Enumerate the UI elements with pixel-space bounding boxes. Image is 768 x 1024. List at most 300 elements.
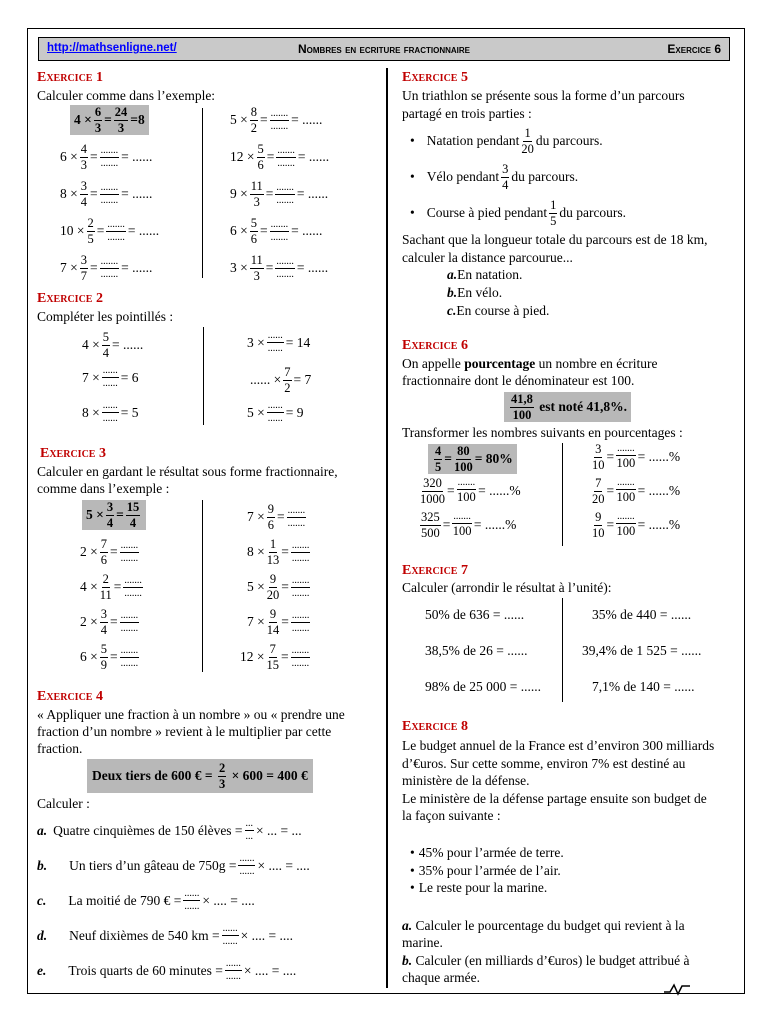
fraction [592,443,605,471]
numerator: ....... [270,107,289,119]
fraction [457,478,477,504]
numerator: 8 [250,105,257,119]
fraction [452,512,472,538]
fraction [87,217,95,245]
denominator: ...... [267,413,283,424]
bullet-dot: • [410,862,415,878]
item-text: Quatre cinquièmes de 150 élèves = [53,822,243,838]
ex6-text-3: Transformer les nombres suivants en pourcentages : [402,425,683,440]
denominator: ....... [120,622,139,634]
ex3-item: 12 × $\frac{7}{15}$ = ....... ....... [240,642,310,672]
ex4-title: Exercice 4 [37,689,103,704]
fraction [276,146,296,169]
denominator: 11 [99,587,112,602]
ex4-item: a. Quatre cinquièmes de 150 élèves = ... ... × ... = ... [37,818,302,842]
numerator: ....... [277,144,295,156]
denominator: 2 [250,120,257,135]
fraction [123,576,143,599]
item-text: Le reste pour la marine. [418,880,548,895]
item-text: Natation pendant [426,133,520,148]
fraction [250,217,258,245]
denominator: 20 [592,491,605,506]
denominator: ... [245,831,254,842]
item-text: Neuf dixièmes de 540 km = [69,927,220,943]
ex6-item: $\frac{325}{500}$ = ....... 100 = ......% [421,510,517,540]
ex2-left-item: 8 × ...... ...... = 5 [82,400,139,424]
numerator: ....... [291,539,310,551]
ex3-item: 7 × $\frac{9}{14}$ = ....... ....... [247,607,310,637]
ex5-intro-2: partagé en trois parties : [402,106,532,121]
item-letter: a. [37,822,48,838]
item-letter: b. [447,285,458,300]
numerator: ...... [184,888,200,899]
ex8-question-b-1: b. Calculer (en milliards d’€uros) le budget attribué à [402,953,690,968]
numerator: ....... [120,539,139,551]
ex3-item: 6 × $\frac{5}{9}$ = ....... ....... [80,642,139,672]
ex2-right-item: 5 × ...... ...... = 9 [247,400,304,424]
denominator: ....... [291,587,310,599]
denominator: 4 [102,345,109,360]
numerator: 2 [102,572,109,586]
denominator: ...... [102,378,118,389]
ex3-item: 4 × $\frac{2}{11}$ = ....... ....... [80,572,142,602]
numerator: 3 [80,179,87,193]
numerator: 3 [502,162,509,176]
fraction [592,511,605,539]
ex5-intro-1: Un triathlon se présente sous la forme d’un parcours [402,88,685,103]
numerator: ....... [270,218,289,230]
numerator: 3 [595,442,602,456]
ex2-left-item: 7 × ...... ...... = 6 [82,365,139,389]
ex3-item: 8 × $\frac{1}{13}$ = ....... ....... [247,537,310,567]
denominator: ....... [291,622,310,634]
fraction [267,643,280,671]
ex1-item: 7 × $\frac{3}{7}$ = ....... ....... = ...... [60,253,153,283]
ex7-right-item: 35% de 440 = ...... [592,607,692,622]
fraction [238,854,255,877]
numerator: 9 [269,607,277,621]
fraction [291,646,311,669]
denominator: 4 [80,194,87,209]
ex1-divider [202,108,203,278]
fraction [102,331,110,359]
numerator: ....... [120,644,139,656]
ex1-item: 10 × $\frac{2}{5}$ = ....... ....... = ...... [60,216,160,246]
ex6-item: $\frac{7}{20}$ = ....... 100 = ......% [592,476,681,506]
denominator: 7 [80,268,87,283]
fraction [267,503,275,531]
denominator: 3 [80,157,87,172]
page-title: Nombres en ecriture fractionnaire [297,42,470,56]
numerator: 9 [595,510,602,524]
denominator: 500 [421,525,440,540]
ex6-divider [562,443,563,546]
ex1-item: 6 × $\frac{4}{3}$ = ....... ....... = ...... [60,142,153,172]
ex1-item: 8 × $\frac{3}{4}$ = ....... ....... = ...... [60,179,153,209]
ex6-item: $\frac{320}{1000}$ = ....... 100 = ......% [420,476,521,506]
ex6-example-box: 41,8 100 est noté 41,8%. [504,391,631,422]
ex1-example: 4 × 6 3 = 24 3 = 8 [70,105,149,135]
fraction [267,608,280,636]
ex7-left-item: 98% de 25 000 = ...... [425,679,541,694]
page-corner-mark [662,982,692,998]
numerator: 11 [250,179,263,193]
ex2-divider [203,327,204,425]
ex2-right-item: ...... × $\frac{7}{2}$ = 7 [250,365,312,395]
numerator: ...... [222,923,238,934]
denominator: 3 [253,268,260,283]
denominator: ....... [270,231,289,243]
numerator: ....... [291,609,310,621]
numerator: 1 [550,198,557,212]
ex6-text-2: fractionnaire dont le dénominateur est 100. [402,373,635,388]
fraction [100,573,112,601]
numerator: ...... [102,365,118,376]
bullet-dot: • [410,845,415,860]
fraction [275,257,295,280]
ex7-left-item: 38,5% de 26 = ...... [425,643,528,658]
numerator: 11 [250,253,263,267]
numerator: ... [245,818,254,829]
denominator: 2 [284,380,291,395]
site-link[interactable]: http://mathsenligne.net/ [47,42,177,54]
item-letter: d. [37,927,48,943]
ex8-line: Le ministère de la défense partage ensuite son budget de [402,790,707,806]
denominator: 10 [592,525,605,540]
numerator: ....... [120,609,139,621]
ex5-text-2: calculer la distance parcourue... [402,250,573,265]
numerator: ....... [457,477,476,489]
fraction [250,106,258,134]
numerator: ....... [617,443,635,455]
numerator: 7 [284,365,291,379]
fraction [521,127,534,155]
ex5-question: a. En natation. [447,267,523,282]
ex8-question-a-1: a. Calculer le pourcentage du budget qui revient à la [402,918,685,933]
page-header [38,37,730,61]
denominator: 5 [550,213,557,228]
ex3-example: 5 × 3 4 = 15 4 [82,500,146,530]
fraction [120,541,140,564]
ex4-item: b. Un tiers d’un gâteau de 750g = ...... ...... × .... = .... [37,853,310,877]
numerator: 2 [87,216,94,230]
fraction [106,220,126,243]
ex3-intro-1: Calculer en gardant le résultat sous forme fractionnaire, [37,464,338,479]
fraction [183,889,200,912]
fraction [245,819,255,842]
numerator: 320 [423,476,442,490]
ex5-item: • Course à pied pendant $\frac{1}{5}$ du parcours. [410,198,627,228]
ex7-intro: Calculer (arrondir le résultat à l’unité): [402,580,612,595]
ex1-item: 3 × $\frac{11}{3}$ = ....... ....... = ...... [230,253,329,283]
fraction [80,143,88,171]
numerator: ....... [100,181,119,193]
denominator: 6 [267,517,274,532]
exercise-number: Exercice 6 [667,42,721,56]
ex3-item: 2 × $\frac{3}{4}$ = ....... ....... [80,607,139,637]
numerator: 1 [524,126,531,140]
fraction [100,538,108,566]
denominator: ....... [291,657,310,669]
ex8-bullet-item [410,845,564,861]
fraction [267,401,284,424]
item-text: 45% pour l’armée de terre. [418,845,564,860]
ex4-item: e. Trois quarts de 60 minutes = ...... ...... × .... = .... [37,958,297,982]
column-divider [386,68,388,988]
bullet-dot: • [410,169,415,184]
ex3-intro-2: comme dans l’exemple : [37,481,170,496]
denominator: ....... [100,268,119,280]
denominator: 10 [592,457,605,472]
fraction [267,538,280,566]
ex1-item: 9 × $\frac{11}{3}$ = ....... ....... = ...... [230,179,329,209]
ex3-item: 5 × $\frac{9}{20}$ = ....... ....... [247,572,310,602]
fraction [120,646,140,669]
item-letter: b. [37,857,48,873]
numerator: ...... [225,958,241,969]
ex4-intro-3: fraction. [37,741,83,756]
numerator: ....... [107,218,125,230]
numerator: ....... [100,144,119,156]
ex6-example: 4 5 = $\frac{80}{100}$ = 80% [428,443,517,474]
ex5-item: • Natation pendant $\frac{1}{20}$ du parcours. [410,126,603,156]
fraction [291,576,311,599]
numerator: ....... [291,574,310,586]
denominator: ....... [107,231,125,243]
denominator: 100 [452,524,472,539]
ex8-line: ministère de la défense. [402,773,530,788]
fraction [102,401,119,424]
fraction [501,163,509,191]
numerator: ....... [276,255,294,267]
fraction [80,180,88,208]
fraction [100,257,120,280]
fraction [100,146,120,169]
fraction [250,254,264,282]
fraction [222,924,239,947]
denominator: ...... [225,971,241,982]
numerator: 1 [269,537,277,551]
fraction [80,254,88,282]
numerator: ....... [291,644,310,656]
numerator: 9 [267,502,274,516]
ex6-item: $\frac{3}{10}$ = ....... 100 = ......% [592,442,681,472]
denominator: 5 [87,231,94,246]
numerator: 7 [100,537,107,551]
ex6-text-1: On appelle pourcentage un nombre en écriture [402,356,658,371]
ex3-item: 2 × $\frac{7}{6}$ = ....... ....... [80,537,139,567]
numerator: ....... [124,574,142,586]
numerator: ...... [239,853,255,864]
ex8-line: Le budget annuel de la France est d’environ 300 milliards [402,738,715,753]
fraction [120,611,140,634]
ex4-example-box: Deux tiers de 600 € = $\frac{2}{3}$ × 600 = 400 € [87,759,313,793]
fraction [267,573,280,601]
fraction [100,183,120,206]
ex2-title: Exercice 2 [37,291,103,306]
denominator: 6 [257,157,264,172]
ex6-title: Exercice 6 [402,338,468,353]
denominator: ....... [277,157,295,169]
denominator: ....... [100,194,119,206]
item-text: Trois quarts de 60 minutes = [68,962,223,978]
numerator: 5 [257,142,264,156]
ex8-bullet-item [410,863,561,879]
item-letter: c. [447,303,457,318]
ex1-item: 12 × $\frac{5}{6}$ = ....... ....... = ...... [230,142,330,172]
denominator: 100 [616,490,636,505]
ex6-item: $\frac{9}{10}$ = ....... 100 = ......% [592,510,681,540]
fraction [102,366,119,389]
numerator: ...... [102,400,118,411]
numerator: 7 [595,476,602,490]
fraction [250,180,264,208]
numerator: ....... [453,511,471,523]
denominator: ....... [124,587,142,599]
ex8-bullet-item [410,880,547,896]
fraction [287,506,307,529]
fraction [420,511,441,539]
fraction [549,199,557,227]
fraction [225,959,242,982]
numerator: 3 [100,607,107,621]
numerator: ....... [276,181,294,193]
ex3-divider [202,500,203,672]
ex4-item: c. La moitié de 790 € = ...... ...... × .... = .... [37,888,255,912]
denominator: ...... [239,866,255,877]
denominator: 4 [100,622,107,637]
ex5-question: c. En course à pied. [447,303,550,318]
denominator: ....... [276,194,294,206]
denominator: 14 [266,622,280,637]
ex3-item: 7 × $\frac{9}{6}$ = ....... ....... [247,502,306,532]
item-text: Un tiers d’un gâteau de 750g = [69,857,237,873]
numerator: 325 [421,510,440,524]
ex8-question-b-2: chaque armée. [402,970,480,985]
denominator: 100 [616,524,636,539]
ex8-line: d’€uros. Sur cette somme, environ 7% est destiné au [402,755,686,771]
denominator: 6 [250,231,257,246]
denominator: ....... [120,552,139,564]
ex3-title: Exercice 3 [40,446,106,461]
fraction [291,541,311,564]
item-text: 35% pour l’armée de l’air. [418,862,561,878]
numerator: 4 [80,142,87,156]
denominator: ...... [102,413,118,424]
fraction [616,512,636,538]
ex2-right-item: 3 × ...... ...... = 14 [247,330,311,354]
fraction [616,478,636,504]
numerator: ...... [267,330,283,341]
ex5-text-1: Sachant que la longueur totale du parcours est de 18 km, [402,232,708,247]
ex4-item: d. Neuf dixièmes de 540 km = ...... ...... × .... = .... [37,923,293,947]
denominator: 9 [100,657,107,672]
denominator: 20 [521,141,534,156]
denominator: ....... [291,552,310,564]
item-letter: e. [37,962,47,978]
ex5-question: b. En vélo. [447,285,503,300]
numerator: ....... [617,511,635,523]
bullet-dot: • [410,133,415,148]
denominator: ....... [100,157,119,169]
ex1-title: Exercice 1 [37,70,103,85]
numerator: ....... [287,504,306,516]
denominator: 4 [502,177,509,192]
ex1-item: 5 × $\frac{8}{2}$ = ....... ....... = ...... [230,105,323,135]
item-text: Vélo pendant [426,169,500,184]
ex7-left-item: 50% de 636 = ...... [425,607,525,622]
bullet-dot: • [410,880,415,895]
fraction [100,643,108,671]
ex8-line: la façon suivante : [402,808,501,823]
ex7-right-item: 39,4% de 1 525 = ...... [582,643,702,658]
fraction [283,366,291,394]
fraction [291,611,311,634]
ex4-calc-label: Calculer : [37,796,90,811]
denominator: 3 [253,194,260,209]
numerator: 5 [102,330,109,344]
fraction [100,608,108,636]
ex5-item: • Vélo pendant $\frac{3}{4}$ du parcours. [410,162,579,192]
fraction [616,444,636,470]
fraction [270,220,290,243]
denominator: 6 [100,552,107,567]
numerator: 5 [100,642,107,656]
ex7-title: Exercice 7 [402,563,468,578]
numerator: 9 [269,572,277,586]
numerator: ...... [267,400,283,411]
denominator: 1000 [420,491,445,506]
ex2-intro: Compléter les pointillés : [37,309,174,324]
fraction [270,109,290,132]
denominator: 100 [616,456,636,471]
denominator: ....... [287,517,306,529]
ex1-intro: Calculer comme dans l’exemple: [37,88,216,103]
ex7-right-item: 7,1% de 140 = ...... [592,679,695,694]
item-text: Course à pied pendant [426,205,548,220]
numerator: ....... [100,255,119,267]
fraction [267,331,284,354]
ex4-intro-1: « Appliquer une fraction à un nombre » ou « prendre une [37,707,345,722]
ex8-question-a-2: marine. [402,935,443,950]
denominator: ...... [267,343,283,354]
denominator: 20 [266,587,280,602]
denominator: ...... [222,936,238,947]
numerator: ....... [617,477,635,489]
ex8-title: Exercice 8 [402,719,468,734]
fraction [275,183,295,206]
numerator: 7 [269,642,276,656]
fraction [257,143,265,171]
ex2-left-item: 4 × $\frac{5}{4}$ = ...... [82,330,144,360]
ex7-divider [562,598,563,702]
numerator: 5 [250,216,257,230]
ex4-intro-2: fraction d’un nombre » revient à le multiplier par cette [37,724,332,739]
numerator: 3 [80,253,87,267]
fraction [420,477,445,505]
item-letter: c. [37,892,47,908]
fraction [592,477,605,505]
denominator: ....... [270,120,289,132]
bullet-dot: • [410,205,415,220]
denominator: ....... [276,268,294,280]
item-text: La moitié de 790 € = [68,892,182,908]
denominator: 15 [266,657,279,672]
ex5-title: Exercice 5 [402,70,468,85]
item-letter: a. [447,267,458,282]
denominator: 100 [457,490,476,505]
denominator: ....... [120,657,139,669]
